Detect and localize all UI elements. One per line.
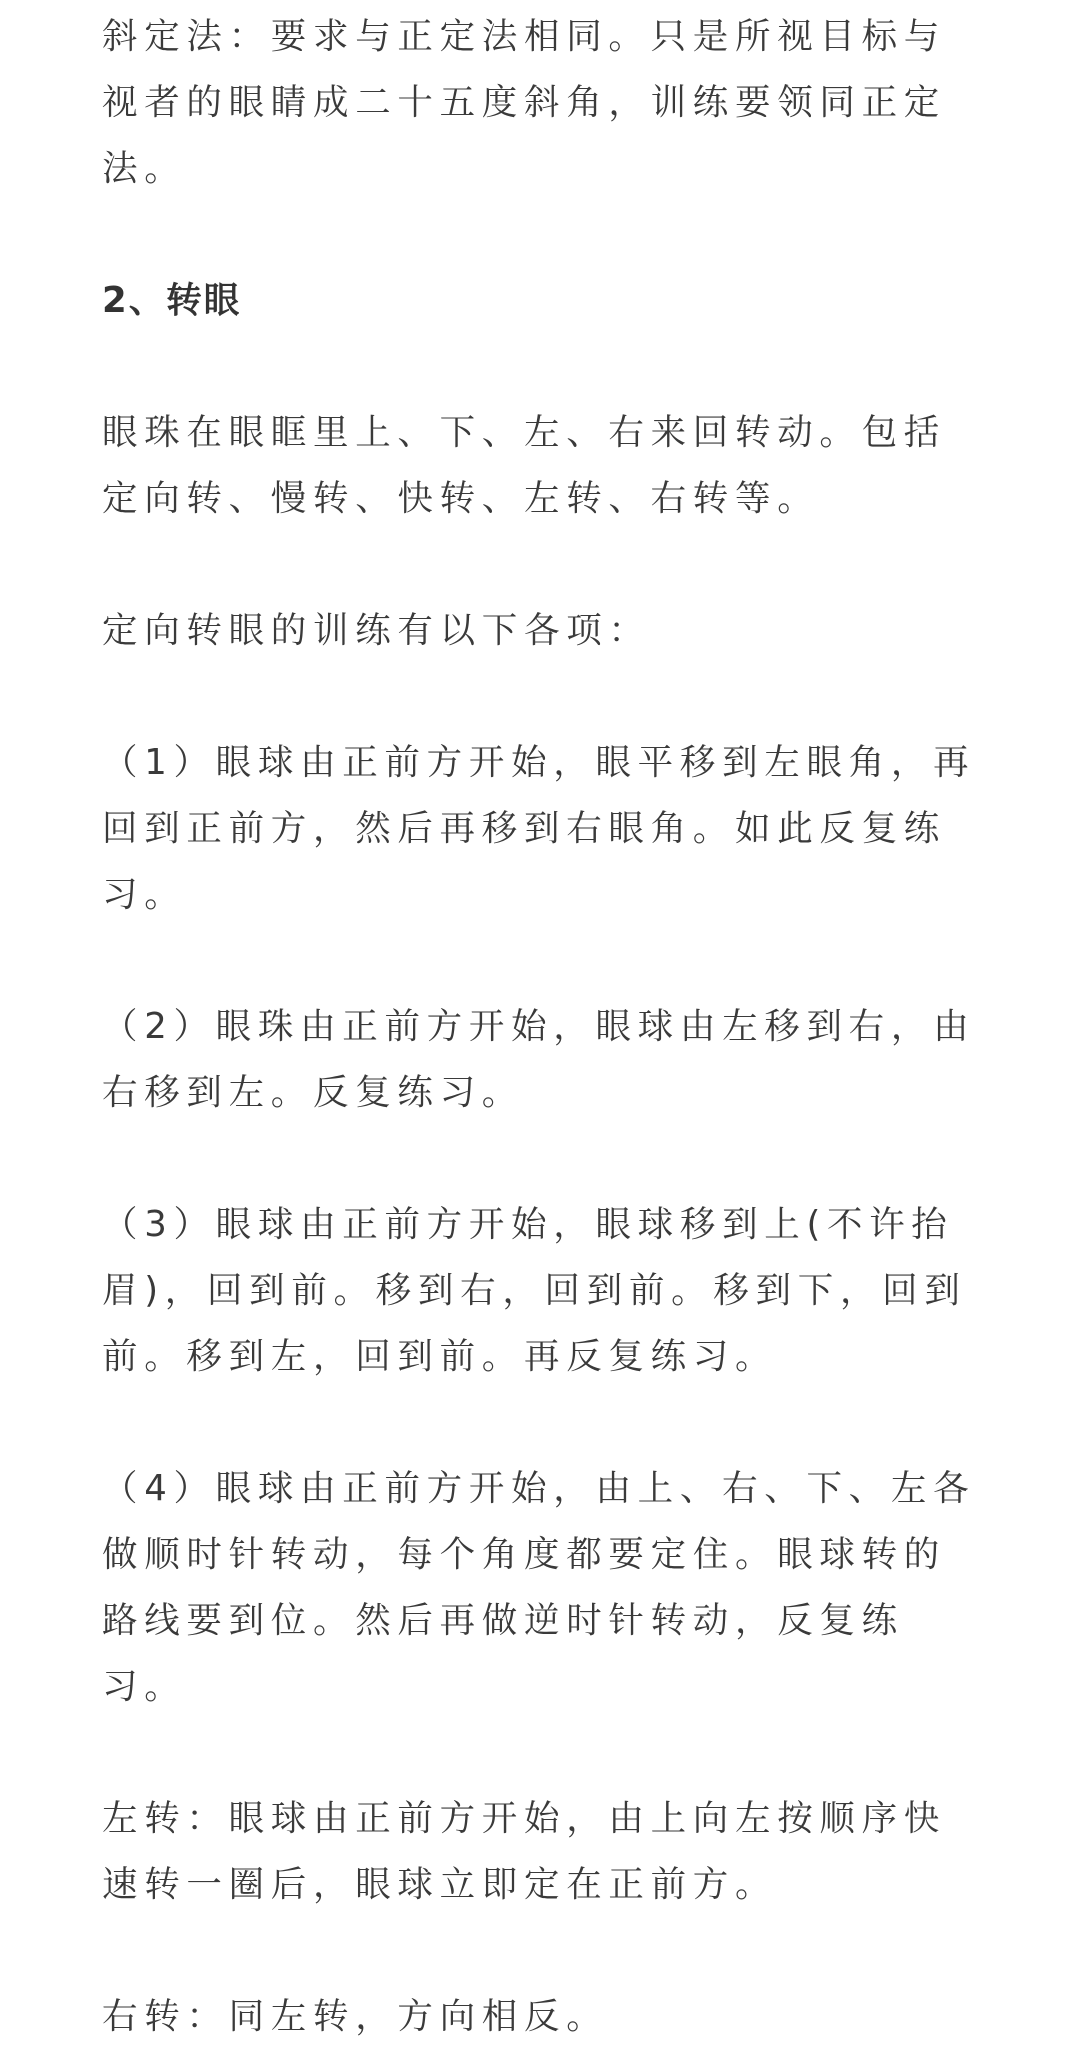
list-item-4: （4）眼球由正前方开始，由上、右、下、左各做顺时针转动，每个角度都要定住。眼球转的路线要到位。然后再做逆时针转动，反复练习。 xyxy=(102,1468,976,1707)
paragraph-gap xyxy=(102,202,982,268)
paragraph-gap xyxy=(102,334,982,400)
list-item-1: （1）眼球由正前方开始，眼平移到左眼角，再回到正前方，然后再移到右眼角。如此反复练习。 xyxy=(102,742,976,915)
section-heading-turn-eyes: 2、转眼 xyxy=(102,280,242,321)
paragraph-gap xyxy=(102,1390,982,1456)
paragraph-gap xyxy=(102,928,982,994)
list-item-2: （2）眼珠由正前方开始，眼球由左移到右，由右移到左。反复练习。 xyxy=(102,1006,976,1113)
paragraph-turn-intro: 眼珠在眼眶里上、下、左、右来回转动。包括定向转、慢转、快转、左转、右转等。 xyxy=(102,412,947,519)
paragraph-gap xyxy=(102,1720,982,1786)
paragraph-right-turn: 右转：同左转，方向相反。 xyxy=(102,1996,609,2037)
paragraph-gap xyxy=(102,532,982,598)
paragraph-left-turn: 左转：眼球由正前方开始，由上向左按顺序快速转一圈后，眼球立即定在正前方。 xyxy=(102,1798,947,1905)
list-item-3: （3）眼球由正前方开始，眼球移到上(不许抬眉)，回到前。移到右，回到前。移到下，回到前。移到左，回到前。再反复练习。 xyxy=(102,1204,967,1377)
paragraph-gap xyxy=(102,1126,982,1192)
paragraph-gap xyxy=(102,1918,982,1984)
article-body xyxy=(102,0,982,2050)
paragraph-gap xyxy=(102,664,982,730)
paragraph-oblique-method: 斜定法：要求与正定法相同。只是所视目标与视者的眼睛成二十五度斜角，训练要领同正定法。 xyxy=(102,16,947,189)
paragraph-directional-intro: 定向转眼的训练有以下各项： xyxy=(102,610,651,651)
